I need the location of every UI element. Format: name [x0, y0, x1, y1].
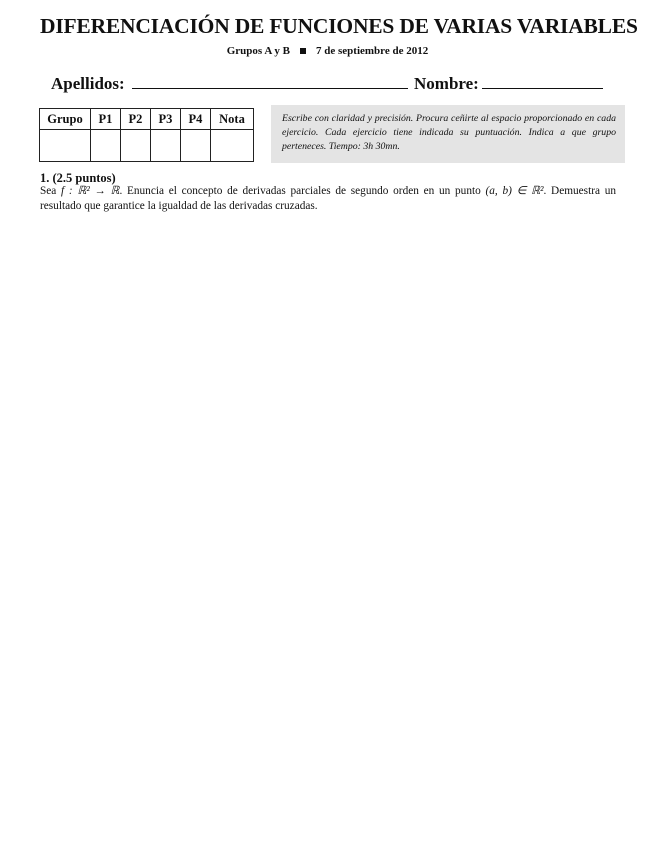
grade-header-p3: P3 — [151, 109, 181, 130]
grade-cell-p1[interactable] — [91, 130, 121, 162]
grade-cell-p2[interactable] — [121, 130, 151, 162]
exam-groups: Grupos A y B — [226, 45, 291, 57]
question-1-math-point: (a, b) ∈ ℝ² — [485, 185, 544, 197]
question-1-text-part: . Demuestra un resultado que garantice la igualdad de las derivadas cruzadas. — [40, 185, 617, 212]
grade-header-nota: Nota — [211, 109, 254, 130]
exam-subtitle — [0, 45, 655, 57]
grade-header-p4: P4 — [181, 109, 211, 130]
grade-header-p2: P2 — [121, 109, 151, 130]
grade-cell-nota[interactable] — [211, 130, 254, 162]
exam-title: DIFERENCIACIÓN DE FUNCIONES DE VARIAS VARIABLES — [40, 14, 638, 38]
grade-cell-grupo[interactable] — [40, 130, 91, 162]
grade-table-value-row — [40, 130, 254, 162]
name-label: Nombre: — [414, 74, 479, 93]
grade-header-p1: P1 — [91, 109, 121, 130]
surname-label: Apellidos: — [51, 74, 125, 93]
instructions-box: Escribe con claridad y precisión. Procura ceñirte al espacio proporcionado en cada ejercicio. Cada ejercicio tiene indicada su puntuación. Indica a que grupo perteneces. Tiempo: 3h 30mn. — [271, 105, 625, 163]
surname-field[interactable] — [132, 88, 408, 89]
question-1-text-part: . Enuncia el concepto de derivadas parciales de segundo orden en un punto — [119, 185, 486, 197]
question-1-text-part: Sea — [40, 185, 62, 197]
question-1-heading: 1. (2.5 puntos) — [40, 171, 116, 185]
square-bullet-icon — [300, 48, 306, 54]
grade-table — [39, 108, 254, 162]
exam-date: 7 de septiembre de 2012 — [316, 45, 429, 57]
grade-cell-p4[interactable] — [181, 130, 211, 162]
question-1-text — [40, 184, 616, 214]
grade-cell-p3[interactable] — [151, 130, 181, 162]
question-1-math-function: f : ℝ² → ℝ — [61, 185, 120, 197]
name-field[interactable] — [482, 88, 603, 89]
grade-header-grupo: Grupo — [40, 109, 91, 130]
grade-table-header-row — [40, 109, 254, 130]
